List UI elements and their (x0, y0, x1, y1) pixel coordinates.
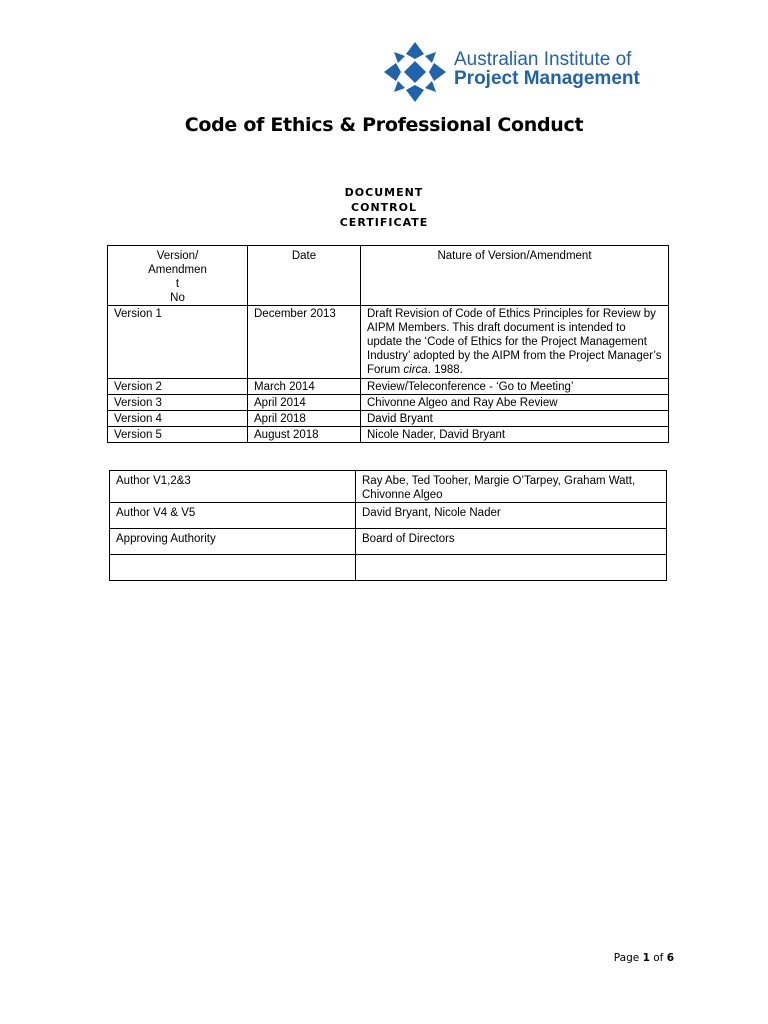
aipm-logo (384, 42, 654, 102)
table-row (108, 395, 669, 411)
cell-date: August 2018 (248, 427, 361, 443)
page-total: 6 (666, 952, 674, 964)
page-label: Page (613, 952, 640, 964)
heading-line3: CERTIFICATE (339, 216, 429, 229)
cell-version: Version 3 (108, 395, 248, 411)
cell-value: David Bryant, Nicole Nader (356, 503, 667, 529)
cell-nature: Review/Teleconference - ‘Go to Meeting’ (361, 379, 669, 395)
cell-nature: Chivonne Algeo and Ray Abe Review (361, 395, 669, 411)
cell-value: Board of Directors (356, 529, 667, 555)
cell-version: Version 4 (108, 411, 248, 427)
header-version-line2: Amendmen (148, 264, 207, 276)
cell-value: Ray Abe, Ted Tooher, Margie O’Tarpey, Graham Watt, Chivonne Algeo (356, 471, 667, 503)
cell-version: Version 2 (108, 379, 248, 395)
page-title: Code of Ethics & Professional Conduct (184, 114, 584, 136)
authority-table (109, 470, 667, 581)
logo-line1: Australian Institute of (454, 49, 632, 70)
cell-label: Approving Authority (110, 529, 356, 555)
version-table (107, 245, 669, 443)
page-of: of (653, 952, 664, 964)
document-control-heading (0, 185, 768, 230)
cell-date: December 2013 (248, 306, 361, 379)
table-row (108, 411, 669, 427)
cell-date: April 2018 (248, 411, 361, 427)
header-nature: Nature of Version/Amendment (361, 246, 669, 306)
cell-date: April 2014 (248, 395, 361, 411)
header-date: Date (248, 246, 361, 306)
page-number (614, 952, 674, 964)
cell-value (356, 555, 667, 581)
version-table-header (108, 246, 669, 306)
cell-label: Author V1,2&3 (110, 471, 356, 503)
cell-nature: Nicole Nader, David Bryant (361, 427, 669, 443)
header-version-line3: t (175, 278, 180, 290)
table-row (110, 529, 667, 555)
cell-label: Author V4 & V5 (110, 503, 356, 529)
table-row (108, 427, 669, 443)
cell-label (110, 555, 356, 581)
aipm-logo-icon (384, 42, 446, 102)
cell-date: March 2014 (248, 379, 361, 395)
header-version (108, 246, 248, 306)
table-row (110, 471, 667, 503)
heading-line2: CONTROL (351, 201, 417, 214)
table-row (110, 555, 667, 581)
nature-text-b: . 1988. (427, 364, 463, 376)
nature-text-italic: circa (403, 364, 428, 376)
cell-nature: David Bryant (361, 411, 669, 427)
table-row (108, 306, 669, 379)
nature-text-a: Draft Revision of Code of Ethics Principles for Review by AIPM Members. This draft document is intended to update the ‘Code of Ethics for the Project Management Industry’ adopted by the AIPM from the Project Manager’s Forum (367, 308, 662, 376)
header-version-line4: No (170, 292, 185, 304)
heading-line1: DOCUMENT (344, 186, 424, 199)
page-current: 1 (642, 952, 650, 964)
cell-nature (361, 306, 669, 379)
cell-version: Version 1 (108, 306, 248, 379)
table-row (108, 379, 669, 395)
header-version-line1: Version/ (156, 250, 199, 262)
logo-line2: Project Management (454, 68, 640, 89)
cell-version: Version 5 (108, 427, 248, 443)
table-row (110, 503, 667, 529)
